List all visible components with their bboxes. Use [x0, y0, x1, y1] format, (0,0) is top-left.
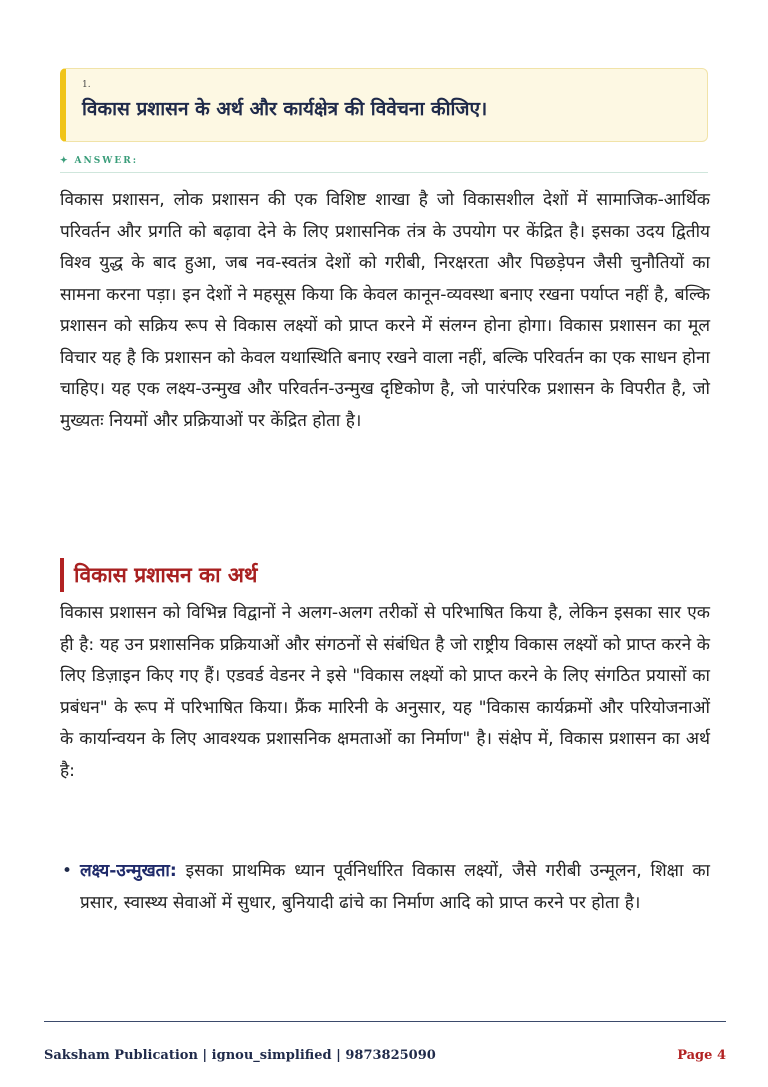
- list-item: [60, 856, 710, 919]
- question-box: [60, 68, 708, 142]
- section-paragraph: विकास प्रशासन को विभिन्न विद्वानों ने अलग-अलग तरीकों से परिभाषित किया है, लेकिन इसका सार एक ही है: यह उन प्रशासनिक प्रक्रियाओं और संगठनों से संबंधित है जो राष्ट्रीय विकास लक्ष्यों को प्राप्त करने के लिए डिज़ाइन किए गए हैं। एडवर्ड वेडनर ने इसे "विकास लक्ष्यों को प्राप्त करने के लिए संगठित प्रयासों का प्रबंधन" के रूप में परिभाषित किया। फ्रैंक मारिनी के अनुसार, यह "विकास कार्यक्रमों और परियोजनाओं के कार्यान्वयन के लिए आवश्यक प्रशासनिक क्षमताओं का निर्माण" है। संक्षेप में, विकास प्रशासन का अर्थ है:: [60, 603, 710, 781]
- section-heading: विकास प्रशासन का अर्थ: [60, 558, 257, 592]
- page-number: Page 4: [677, 1048, 726, 1063]
- bullet-text: इसका प्राथमिक ध्यान पूर्वनिर्धारित विकास लक्ष्यों, जैसे गरीबी उन्मूलन, शिक्षा का प्रसार, स्वास्थ्य सेवाओं में सुधार, बुनियादी ढांचे का निर्माण आदि को प्राप्त करने पर होता है।: [80, 861, 710, 913]
- bullet-term: लक्ष्य-उन्मुखता:: [80, 861, 177, 881]
- answer-label-text: ANSWER:: [74, 156, 139, 166]
- question-text: विकास प्रशासन के अर्थ और कार्यक्षेत्र की विवेचना कीजिए।: [82, 98, 488, 120]
- bullet-icon: •: [62, 861, 73, 881]
- intro-paragraph: विकास प्रशासन, लोक प्रशासन की एक विशिष्ट शाखा है जो विकासशील देशों में सामाजिक-आर्थिक परिवर्तन और प्रगति को बढ़ावा देने के लिए प्रशासनिक तंत्र के उपयोग पर केंद्रित है। इसका उदय द्वितीय विश्व युद्ध के बाद हुआ, जब नव-स्वतंत्र देशों को गरीबी, निरक्षरता और पिछड़ेपन जैसी चुनौतियों का सामना करना पड़ा। इन देशों ने महसूस किया कि केवल कानून-व्यवस्था बनाए रखना पर्याप्त नहीं है, बल्कि प्रशासन को सक्रिय रूप से विकास लक्ष्यों को प्राप्त करने में संलग्न होना होगा। विकास प्रशासन का मूल विचार यह है कि प्रशासन को केवल यथास्थिति बनाए रखने वाला नहीं, बल्कि परिवर्तन का एक साधन होना चाहिए। यह एक लक्ष्य-उन्मुख और परिवर्तन-उन्मुख दृष्टिकोण है, जो पारंपरिक प्रशासन के विपरीत है, जो मुख्यतः नियमों और प्रक्रियाओं पर केंद्रित होता है।: [60, 190, 710, 431]
- footer-publisher: Saksham Publication | ignou_simplified | 9873825090: [44, 1048, 436, 1063]
- question-number: 1.: [82, 80, 91, 90]
- footer-divider: [44, 1021, 726, 1022]
- answer-label: [60, 156, 708, 173]
- sparkle-icon: ✦: [60, 156, 70, 166]
